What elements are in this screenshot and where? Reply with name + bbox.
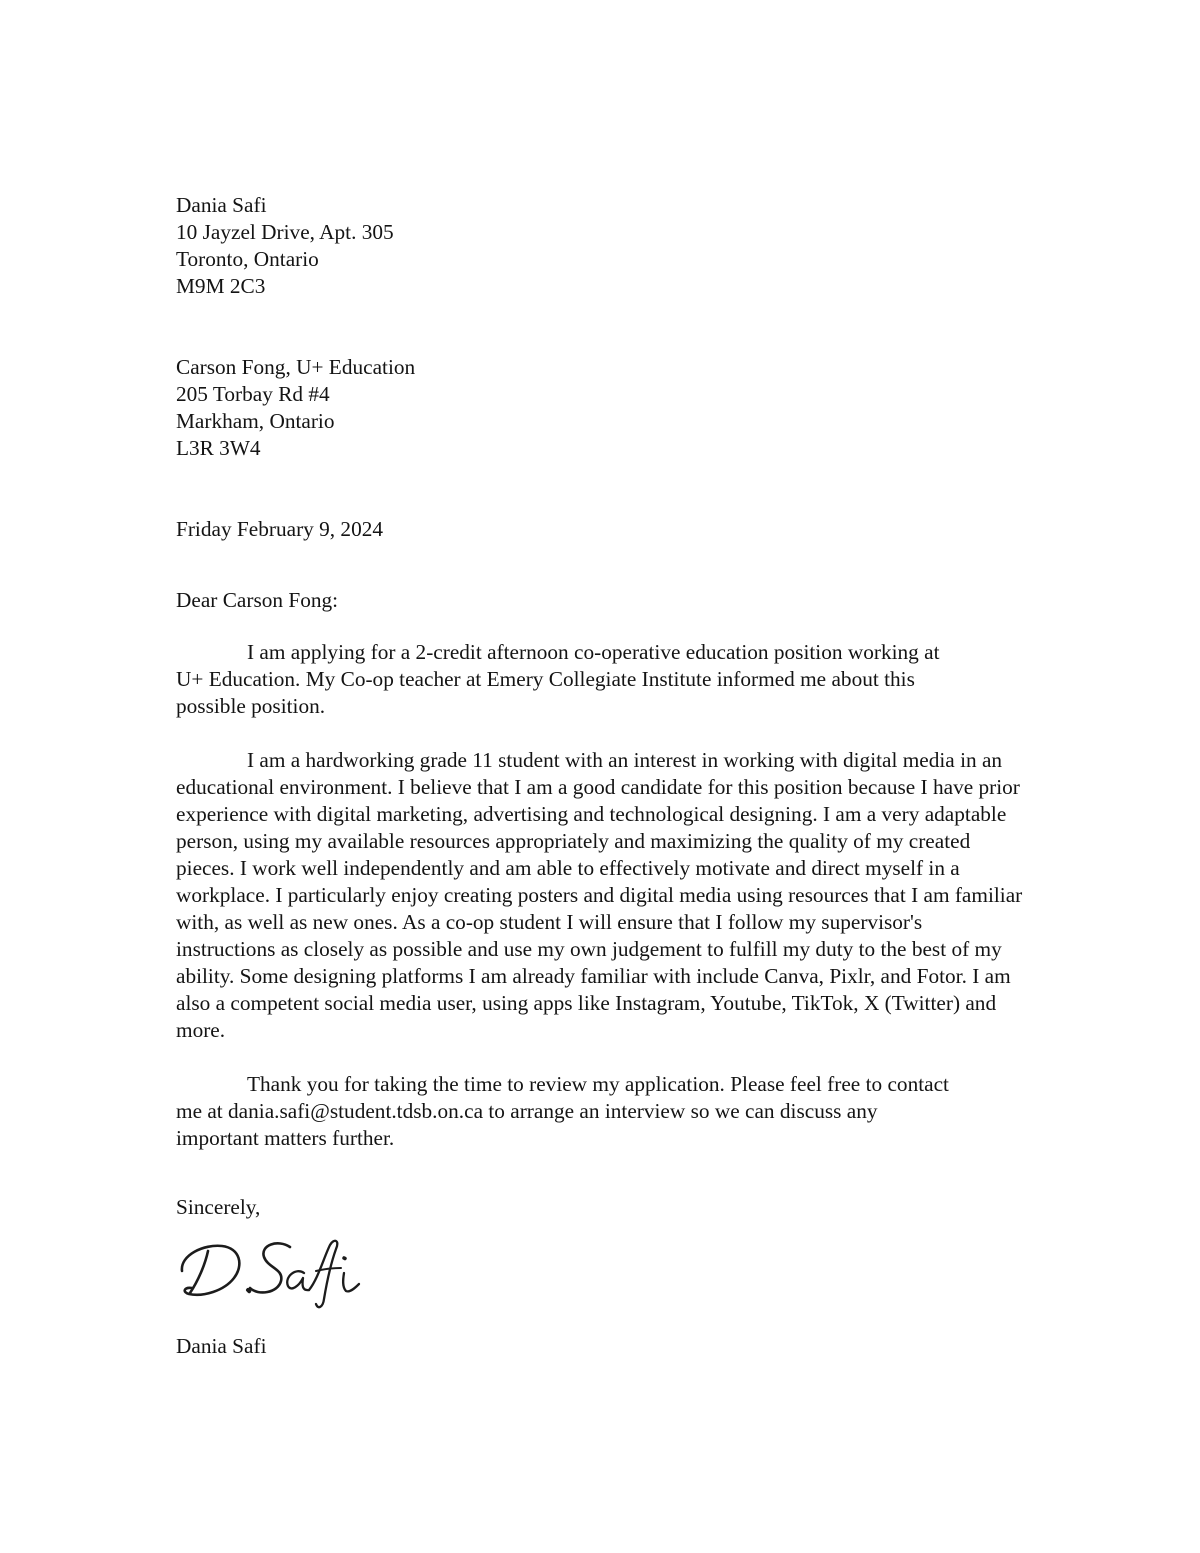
paragraph-line: me at dania.safi@student.tdsb.on.ca to arrange an interview so we can discuss any: [176, 1099, 878, 1123]
closing-text: Sincerely,: [176, 1195, 261, 1219]
paragraph-line: Thank you for taking the time to review my application. Please feel free to contact: [247, 1072, 949, 1096]
recipient-street: 205 Torbay Rd #4: [176, 382, 330, 406]
signed-name-text: Dania Safi: [176, 1334, 267, 1358]
paragraph-line: U+ Education. My Co-op teacher at Emery Collegiate Institute informed me about this: [176, 667, 915, 691]
sender-street: 10 Jayzel Drive, Apt. 305: [176, 220, 394, 244]
paragraph-line: workplace. I particularly enjoy creating posters and digital media using resources that I am familiar: [176, 883, 1023, 907]
sender-city: Toronto, Ontario: [176, 247, 319, 271]
paragraph-line: more.: [176, 1018, 226, 1042]
recipient-address: [176, 354, 1121, 462]
salutation-text: Dear Carson Fong:: [176, 588, 339, 612]
salutation: [176, 587, 1121, 614]
body-paragraph-closing: [176, 1071, 1121, 1152]
body-paragraph-qualifications: [176, 747, 1121, 1044]
paragraph-line: important matters further.: [176, 1126, 395, 1150]
paragraph-line: possible position.: [176, 694, 326, 718]
paragraph-line: pieces. I work well independently and am able to effectively motivate and direct myself in a: [176, 856, 960, 880]
recipient-name: Carson Fong, U+ Education: [176, 355, 416, 379]
signature-stroke: [182, 1246, 239, 1295]
signature-stroke: [248, 1290, 249, 1291]
handwritten-signature: [178, 1235, 390, 1313]
recipient-postal-code: L3R 3W4: [176, 436, 261, 460]
sender-postal-code: M9M 2C3: [176, 274, 266, 298]
cover-letter: [176, 192, 1121, 1360]
paragraph-line: also a competent social media user, using apps like Instagram, Youtube, TikTok, X (Twitter) and: [176, 991, 997, 1015]
signature-stroke: [343, 1273, 359, 1291]
paragraph-line: ability. Some designing platforms I am already familiar with include Canva, Pixlr, and Fotor. I am: [176, 964, 1011, 988]
signature-printed-name: [176, 1333, 1121, 1360]
signature-stroke: [309, 1241, 337, 1307]
paragraph-line: with, as well as new ones. As a co-op student I will ensure that I follow my supervisor's: [176, 910, 923, 934]
signature-stroke: [287, 1271, 309, 1290]
paragraph-line: I am applying for a 2-credit afternoon co-operative education position working at: [247, 640, 940, 664]
paragraph-line: instructions as closely as possible and use my own judgement to fulfill my duty to the best of my: [176, 937, 1002, 961]
recipient-city: Markham, Ontario: [176, 409, 335, 433]
sender-address: [176, 192, 1121, 300]
signature-stroke: [344, 1258, 345, 1259]
body-paragraph-intro: [176, 639, 1121, 720]
paragraph-line: person, using my available resources appropriately and maximizing the quality of my created: [176, 829, 971, 853]
letter-date: [176, 516, 1121, 543]
signature-stroke: [190, 1251, 208, 1293]
date-text: Friday February 9, 2024: [176, 517, 384, 541]
signature-stroke: [250, 1243, 290, 1292]
paragraph-line: experience with digital marketing, advertising and technological designing. I am a very adaptable: [176, 802, 1007, 826]
complimentary-closing: [176, 1194, 1121, 1221]
paragraph-line: I am a hardworking grade 11 student with an interest in working with digital media in an: [247, 748, 1003, 772]
sender-name: Dania Safi: [176, 193, 267, 217]
paragraph-line: educational environment. I believe that I am a good candidate for this position because I have prior: [176, 775, 1020, 799]
